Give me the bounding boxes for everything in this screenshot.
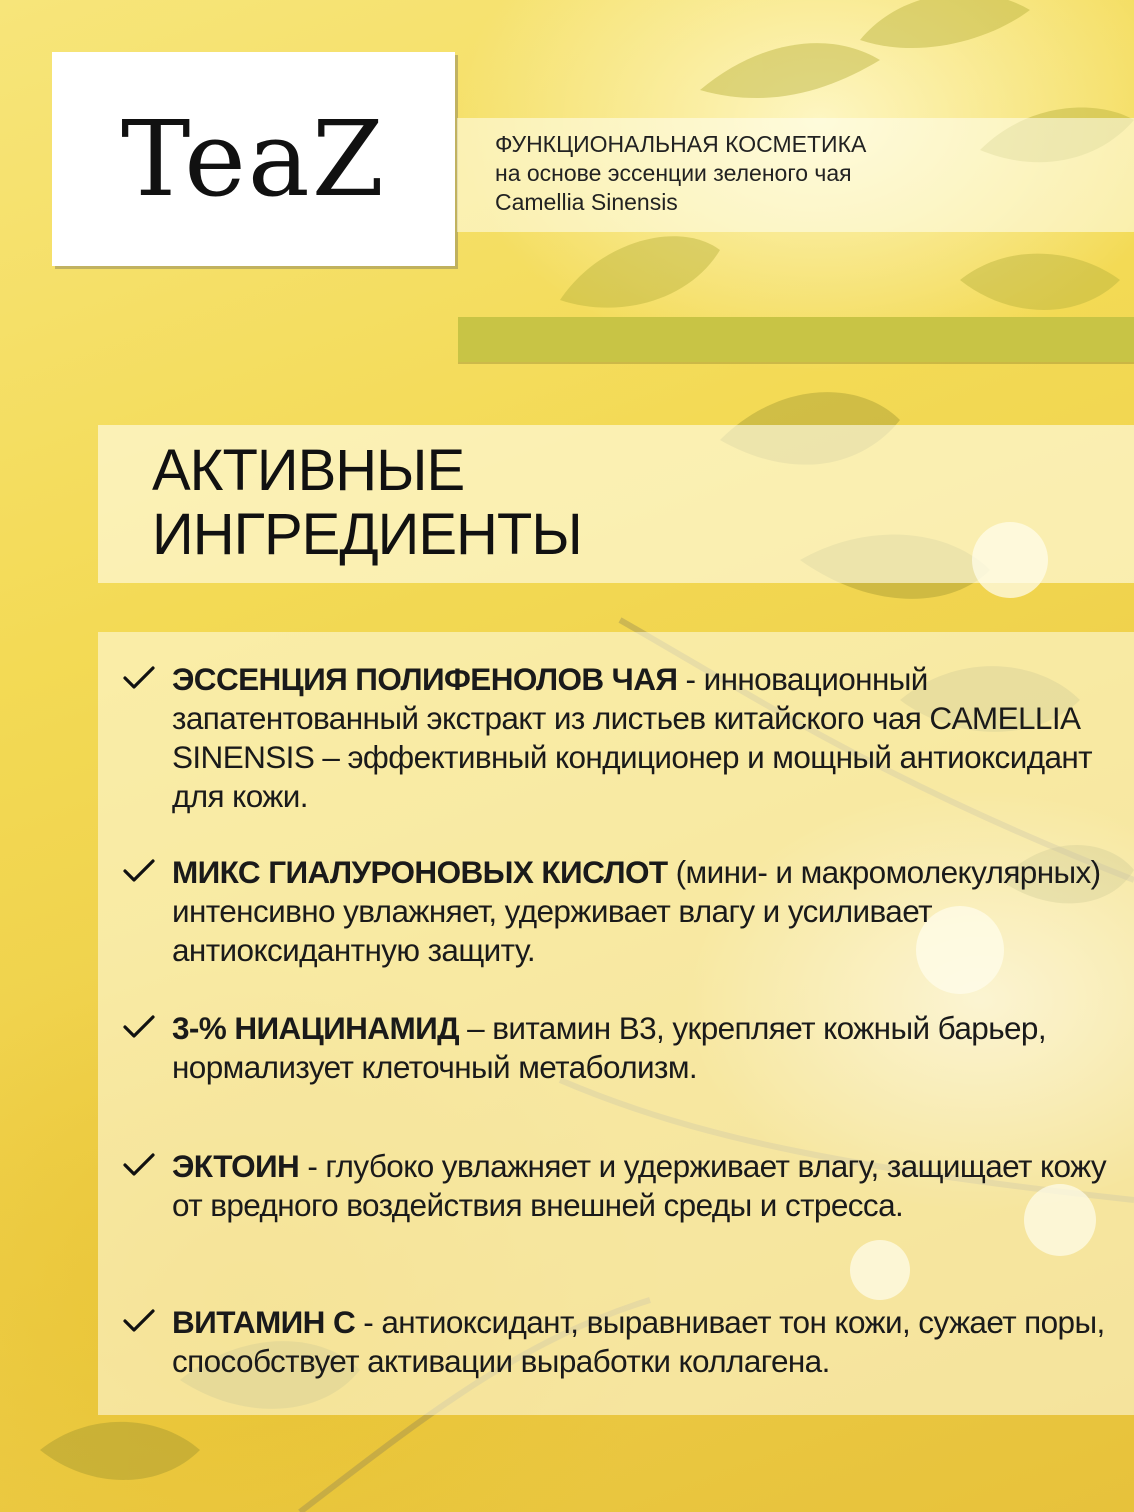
title-line-1: АКТИВНЫЕ xyxy=(152,438,465,503)
checkmark-icon xyxy=(122,1307,156,1335)
checkmark-icon xyxy=(122,1013,156,1041)
ingredient-name: ЭССЕНЦИЯ ПОЛИФЕНОЛОВ ЧАЯ xyxy=(172,661,678,697)
checkmark-icon xyxy=(122,1151,156,1179)
brand-logo: TeaZ xyxy=(120,98,387,220)
ingredient-description: - инновационный запатентованный экстракт из листьев китайского чая CAMELLIA SINENSIS – эффективный кондиционер и мощный антиоксидант для кожи. xyxy=(172,661,1093,814)
logo-box xyxy=(52,52,455,266)
ingredient-description: (мини- и макромолекулярных) интенсивно увлажняет, удерживает влагу и усиливает антиоксидантную защиту. xyxy=(172,854,1101,968)
ingredient-description: - глубоко увлажняет и удерживает влагу, защищает кожу от вредного воздействия внешней среды и стресса. xyxy=(172,1148,1107,1223)
tagline-line-3: Camellia Sinensis xyxy=(495,189,678,215)
checkmark-icon xyxy=(122,664,156,692)
ingredient-name: МИКС ГИАЛУРОНОВЫХ КИСЛОТ xyxy=(172,854,668,890)
tagline-line-1: ФУНКЦИОНАЛЬНАЯ КОСМЕТИКА xyxy=(495,131,867,157)
ingredient-name: ЭКТОИН xyxy=(172,1148,300,1184)
ingredients-list xyxy=(98,632,1134,1415)
ingredient-name: 3-% НИАЦИНАМИД xyxy=(172,1010,459,1046)
section-title xyxy=(98,425,1134,583)
ingredient-description: – витамин В3, укрепляет кожный барьер, нормализует клеточный метаболизм. xyxy=(172,1010,1046,1085)
ingredient-description: - антиоксидант, выравнивает тон кожи, сужает поры, способствует активации выработки коллагена. xyxy=(172,1304,1105,1379)
tagline-box xyxy=(457,118,1134,232)
tagline-line-2: на основе эссенции зеленого чая xyxy=(495,160,852,186)
title-line-2: ИНГРЕДИЕНТЫ xyxy=(152,502,582,567)
ingredient-name: ВИТАМИН С xyxy=(172,1304,356,1340)
accent-bar xyxy=(458,317,1134,362)
checkmark-icon xyxy=(122,857,156,885)
